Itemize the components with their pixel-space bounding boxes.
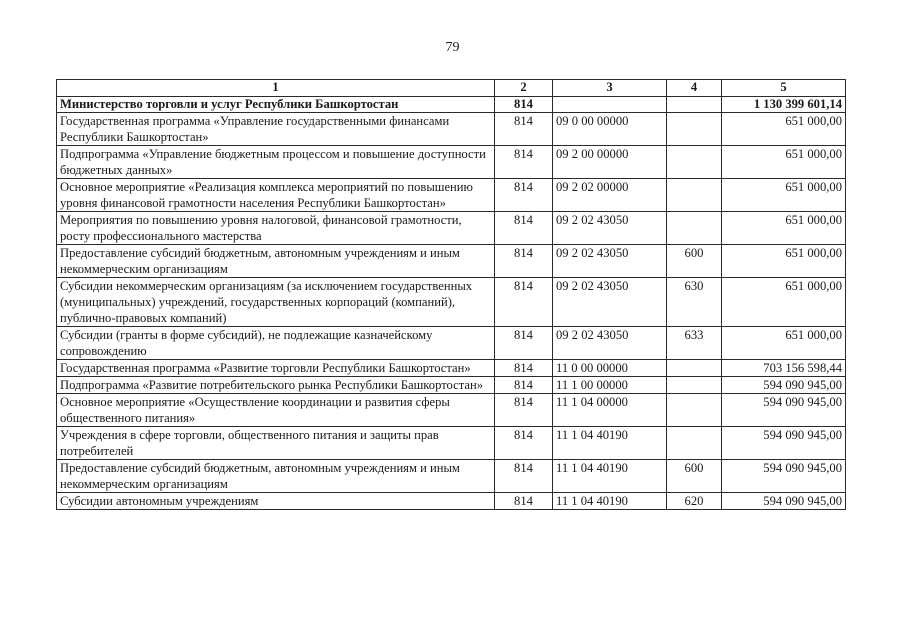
cell-target: 09 2 02 00000 xyxy=(553,179,667,212)
cell-type: 600 xyxy=(667,460,722,493)
cell-sum: 594 090 945,00 xyxy=(722,377,846,394)
cell-code: 814 xyxy=(495,179,553,212)
cell-name: Субсидии (гранты в форме субсидий), не подлежащие казначейскому сопровождению xyxy=(57,327,495,360)
header-cell-sum: 5 xyxy=(722,80,846,97)
cell-type: 620 xyxy=(667,493,722,510)
table-row xyxy=(57,427,846,460)
cell-name: Предоставление субсидий бюджетным, автономным учреждениям и иным некоммерческим организациям xyxy=(57,245,495,278)
table-row xyxy=(57,360,846,377)
table-row xyxy=(57,97,846,113)
budget-table xyxy=(56,79,846,510)
table-row xyxy=(57,493,846,510)
cell-target: 09 2 02 43050 xyxy=(553,245,667,278)
cell-code: 814 xyxy=(495,394,553,427)
cell-name: Подпрограмма «Управление бюджетным процессом и повышение доступности бюджетных данных» xyxy=(57,146,495,179)
cell-sum: 651 000,00 xyxy=(722,278,846,327)
cell-target: 09 2 00 00000 xyxy=(553,146,667,179)
cell-code: 814 xyxy=(495,360,553,377)
cell-target: 11 1 00 00000 xyxy=(553,377,667,394)
cell-sum: 594 090 945,00 xyxy=(722,460,846,493)
cell-sum: 594 090 945,00 xyxy=(722,394,846,427)
cell-target: 11 1 04 40190 xyxy=(553,460,667,493)
table-row xyxy=(57,327,846,360)
cell-name: Субсидии автономным учреждениям xyxy=(57,493,495,510)
cell-code: 814 xyxy=(495,146,553,179)
cell-type xyxy=(667,377,722,394)
cell-name: Подпрограмма «Развитие потребительского рынка Республики Башкортостан» xyxy=(57,377,495,394)
cell-type: 600 xyxy=(667,245,722,278)
cell-code: 814 xyxy=(495,212,553,245)
cell-type: 633 xyxy=(667,327,722,360)
cell-code: 814 xyxy=(495,245,553,278)
page-number: 79 xyxy=(445,40,460,55)
cell-sum: 651 000,00 xyxy=(722,245,846,278)
cell-name: Учреждения в сфере торговли, общественного питания и защиты прав потребителей xyxy=(57,427,495,460)
cell-type: 630 xyxy=(667,278,722,327)
cell-target: 11 0 00 00000 xyxy=(553,360,667,377)
cell-type xyxy=(667,146,722,179)
cell-target: 09 2 02 43050 xyxy=(553,327,667,360)
table-row xyxy=(57,278,846,327)
table-row xyxy=(57,212,846,245)
header-cell-name: 1 xyxy=(57,80,495,97)
cell-code: 814 xyxy=(495,427,553,460)
table-row xyxy=(57,179,846,212)
cell-sum: 651 000,00 xyxy=(722,327,846,360)
cell-sum: 594 090 945,00 xyxy=(722,427,846,460)
cell-code: 814 xyxy=(495,377,553,394)
table-row xyxy=(57,113,846,146)
cell-name: Основное мероприятие «Осуществление координации и развития сферы общественного питания» xyxy=(57,394,495,427)
table-row xyxy=(57,146,846,179)
cell-name: Министерство торговли и услуг Республики Башкортостан xyxy=(57,97,495,113)
table-row xyxy=(57,245,846,278)
cell-type xyxy=(667,427,722,460)
header-cell-target: 3 xyxy=(553,80,667,97)
cell-sum: 594 090 945,00 xyxy=(722,493,846,510)
cell-name: Предоставление субсидий бюджетным, автономным учреждениям и иным некоммерческим организациям xyxy=(57,460,495,493)
cell-code: 814 xyxy=(495,97,553,113)
cell-name: Субсидии некоммерческим организациям (за исключением государственных (муниципальных) учреждений, государственных корпораций (компаний), публично-правовых компаний) xyxy=(57,278,495,327)
cell-type xyxy=(667,113,722,146)
cell-target: 11 1 04 00000 xyxy=(553,394,667,427)
cell-type xyxy=(667,360,722,377)
cell-sum: 703 156 598,44 xyxy=(722,360,846,377)
cell-name: Мероприятия по повышению уровня налоговой, финансовой грамотности, росту профессионального мастерства xyxy=(57,212,495,245)
cell-code: 814 xyxy=(495,493,553,510)
cell-target xyxy=(553,97,667,113)
cell-code: 814 xyxy=(495,113,553,146)
cell-type xyxy=(667,179,722,212)
cell-target: 11 1 04 40190 xyxy=(553,427,667,460)
table-row xyxy=(57,377,846,394)
header-cell-code: 2 xyxy=(495,80,553,97)
cell-target: 09 2 02 43050 xyxy=(553,278,667,327)
cell-type xyxy=(667,97,722,113)
cell-target: 09 2 02 43050 xyxy=(553,212,667,245)
cell-name: Государственная программа «Управление государственными финансами Республики Башкортостан» xyxy=(57,113,495,146)
cell-sum: 651 000,00 xyxy=(722,179,846,212)
header-row xyxy=(57,80,846,97)
cell-name: Основное мероприятие «Реализация комплекса мероприятий по повышению уровня финансовой грамотности населения Республики Башкортостан» xyxy=(57,179,495,212)
cell-code: 814 xyxy=(495,327,553,360)
table-row xyxy=(57,394,846,427)
cell-sum: 1 130 399 601,14 xyxy=(722,97,846,113)
cell-sum: 651 000,00 xyxy=(722,146,846,179)
cell-target: 11 1 04 40190 xyxy=(553,493,667,510)
cell-name: Государственная программа «Развитие торговли Республики Башкортостан» xyxy=(57,360,495,377)
cell-sum: 651 000,00 xyxy=(722,113,846,146)
cell-target: 09 0 00 00000 xyxy=(553,113,667,146)
cell-type xyxy=(667,394,722,427)
cell-type xyxy=(667,212,722,245)
cell-sum: 651 000,00 xyxy=(722,212,846,245)
cell-code: 814 xyxy=(495,278,553,327)
cell-code: 814 xyxy=(495,460,553,493)
header-cell-type: 4 xyxy=(667,80,722,97)
table-row xyxy=(57,460,846,493)
